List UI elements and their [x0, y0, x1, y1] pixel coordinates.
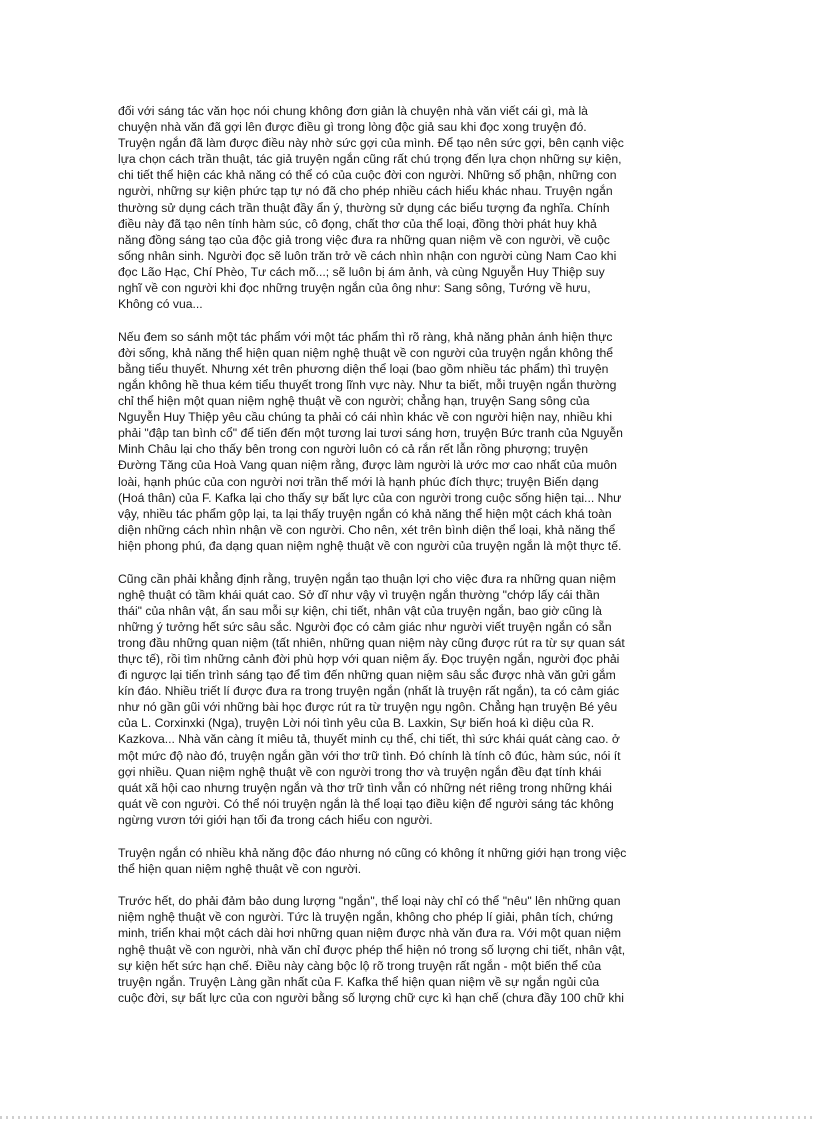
text-line: ngừng vươn tới giới hạn tối đa trong cách hiểu con người. [118, 812, 433, 827]
text-line: ngắn không hề thua kém tiểu thuyết trong lĩnh vực này. Như ta biết, mỗi truyện ngắn thường [118, 378, 617, 392]
text-line: gợi nhiều. Quan niệm nghệ thuật về con người trong thơ và truyện ngắn đều đạt tính khái [118, 764, 602, 779]
text-line: Truyện ngắn có nhiều khả năng độc đáo nhưng nó cũng có không ít những giới hạn trong việc [118, 845, 627, 860]
text-line: Truyện ngắn đã làm được điều này nhờ sức gợi của mình. Để tạo nên sức gợi, bên cạnh việc [118, 136, 624, 151]
text-line: Không có vua... [118, 297, 203, 312]
text-line: năng đồng sáng tạo của độc giả trong việc đưa ra những quan niệm về con người, về cuộc [118, 232, 610, 247]
text-line: quát về con người. Có thể nói truyện ngắn là thể loại tạo điều kiện để người sáng tác không [118, 796, 614, 811]
text-line: bằng tiểu thuyết. Nhưng xét trên phương diện thể loại (bao gồm nhiều tác phẩm) thì truyện [118, 361, 609, 376]
text-line: quát xã hội cao nhưng truyện ngắn và thơ trữ tình vẫn có những nét riêng trong những khái [118, 780, 612, 795]
text-line: sự kiện hết sức hạn chế. Điều này càng bộc lộ rõ trong truyện rất ngắn - một biến thể của [118, 958, 602, 973]
paragraph [118, 571, 678, 829]
paragraph [118, 329, 678, 554]
text-line: thực tế), rồi tìm những cảnh đời phù hợp với quan niệm ấy. Đọc truyện ngắn, người đọc phải [118, 652, 620, 666]
text-line: thái" của nhân vật, ẩn sau mỗi sự kiện, chi tiết, nhân vật của truyện ngắn, bao giờ cũng là [118, 603, 602, 618]
text-line: người, những sự kiện phức tạp tự nó đã cho phép nhiều cách hiểu khác nhau. Truyện ngắn [118, 184, 613, 199]
text-line: đọc Lão Hạc, Chí Phèo, Tư cách mõ...; sẽ luôn bị ám ảnh, và cùng Nguyễn Huy Thiệp suy [118, 264, 605, 279]
text-line: diện những cách nhìn nhận về con người. Cho nên, xét trên bình diện thể loại, khả năng thể [118, 522, 616, 537]
text-line: Nếu đem so sánh một tác phẩm với một tác phẩm thì rõ ràng, khả năng phản ánh hiện thực [118, 329, 613, 344]
paragraph [118, 893, 678, 1006]
text-line: nghệ thuật có tầm khái quát cao. Sở dĩ như vậy vì truyện ngắn thường "chớp lấy cái thần [118, 587, 600, 602]
text-line: trong đầu những quan niệm (tất nhiên, những quan niệm này cũng được rút ra từ sự quan sát [118, 635, 625, 650]
text-line: chuyện nhà văn đã gợi lên được điều gì trong lòng độc giả sau khi đọc xong truyện đó. [118, 120, 587, 135]
text-line: Đường Tăng của Hoà Vang quan niệm rằng, được làm người là ước mơ cao nhất của muôn [118, 458, 617, 473]
text-line: như nó gần gũi với những bài học được rút ra từ truyện ngụ ngôn. Chẳng hạn truyện Bé yêu [118, 700, 618, 715]
paragraph [118, 845, 678, 877]
text-line: niệm nghệ thuật về con người. Tức là truyện ngắn, không cho phép lí giải, phân tích, chứng [118, 910, 614, 925]
text-line: vậy, nhiều tác phẩm gộp lại, ta lại thấy truyện ngắn có khả năng thể hiện một cách khá toàn [118, 506, 612, 521]
text-line: cuộc đời, sự bất lực của con người bằng số lượng chữ cực kì hạn chế (chưa đầy 100 chữ khi [118, 990, 624, 1005]
text-line: đi ngược lại tiến trình sáng tạo để tìm đến những quan niệm sâu sắc được nhà văn gửi gắm [118, 668, 616, 683]
text-line: Cũng cần phải khẳng định rằng, truyện ngắn tạo thuận lợi cho việc đưa ra những quan niệm [118, 571, 616, 586]
text-line: một mức độ nào đó, truyện ngắn gần với thơ trữ tình. Đó chính là tính cô đúc, hàm súc, nói ít [118, 748, 621, 763]
text-line: Trước hết, do phải đảm bảo dung lượng "ngắn", thể loại này chỉ có thể "nêu" lên những quan [118, 894, 621, 909]
text-line: đời sống, khả năng thể hiện quan niệm nghệ thuật về con người của truyện ngắn không thể [118, 345, 614, 360]
paragraph [118, 103, 678, 312]
text-line: chi tiết thể hiện các khả năng có thể có của cuộc đời con người. Những số phận, những con [118, 168, 617, 183]
text-line: truyện ngắn. Truyện Làng gần nhất của F. Kafka thể hiện quan niệm về sự ngắn ngủi của [118, 974, 600, 989]
text-line: minh, triển khai một cách dài hơi những quan niệm được nhà văn đưa ra. Với một quan niệm [118, 926, 622, 941]
text-line: những ý tưởng hết sức sâu sắc. Người đọc có cảm giác như người viết truyện ngắn có sẵn [118, 619, 612, 634]
text-line: chỉ thể hiện một quan niệm nghệ thuật về con người; chẳng hạn, truyện Sang sông của [118, 394, 590, 409]
document-body [118, 103, 678, 1022]
text-line: nghĩ về con người khi đọc những truyện ngắn của ông như: Sang sông, Tướng về hưu, [118, 281, 591, 296]
text-line: sống nhân sinh. Người đọc sẽ luôn trăn trở về cách nhìn nhận con người cùng Nam Cao khi [118, 248, 617, 263]
text-line: nghệ thuật về con người, nhà văn chỉ được phép thể hiện nó trong số lượng chi tiết, nhân vật, [118, 942, 626, 957]
text-line: đối với sáng tác văn học nói chung không đơn giản là chuyện nhà văn viết cái gì, mà là [118, 104, 588, 118]
text-line: kín đáo. Nhiều triết lí được đưa ra trong truyện ngắn (nhất là truyện rất ngắn), ta có cảm giác [118, 684, 620, 699]
text-line: phải "đập tan bình cổ" để tiến đến một tương lai tươi sáng hơn, truyện Bức tranh của Nguyễn [118, 426, 623, 441]
text-line: Kazkova... Nhà văn càng ít miêu tả, thuyết minh cụ thể, chi tiết, thì sức khái quát càng cao. ở [118, 732, 620, 747]
text-line: của L. Corxinxki (Nga), truyện Lời nói tình yêu của B. Laxkin, Sự biến hoá kì diệu của R. [118, 716, 595, 731]
text-line: Nguyễn Huy Thiệp yêu cầu chúng ta phải có cái nhìn khác về con người hiện nay, nhiều khi [118, 410, 613, 425]
text-line: hiện phong phú, đa dạng quan niệm nghệ thuật về con người của truyện ngắn là một thực tế. [118, 538, 622, 553]
text-line: điều này đã tạo nên tính hàm súc, cô đọng, chất thơ của thể loại, đồng thời phát huy khả [118, 216, 597, 231]
text-line: thể hiện quan niệm nghệ thuật về con người. [118, 861, 362, 876]
text-line: lựa chọn cách trần thuật, tác giả truyện ngắn cũng rất chú trọng đến lựa chọn những sự kiện, [118, 152, 622, 167]
text-line: loài, hạnh phúc của con người nơi trần thế mới là hạnh phúc đích thực; truyện Biến dạng [118, 474, 599, 489]
text-line: thường sử dụng cách trần thuật đầy ẩn ý, thường sử dụng các biểu tượng đa nghĩa. Chính [118, 200, 610, 215]
page-bottom-dotted-border [0, 1116, 816, 1119]
text-line: (Hoá thân) của F. Kafka lại cho thấy sự bất lực của con người trong cuộc sống hiện tại... Như [118, 490, 622, 505]
text-line: Minh Châu lại cho thấy bên trong con người luôn có cả rắn rết lẫn rồng phượng; truyện [118, 442, 588, 457]
